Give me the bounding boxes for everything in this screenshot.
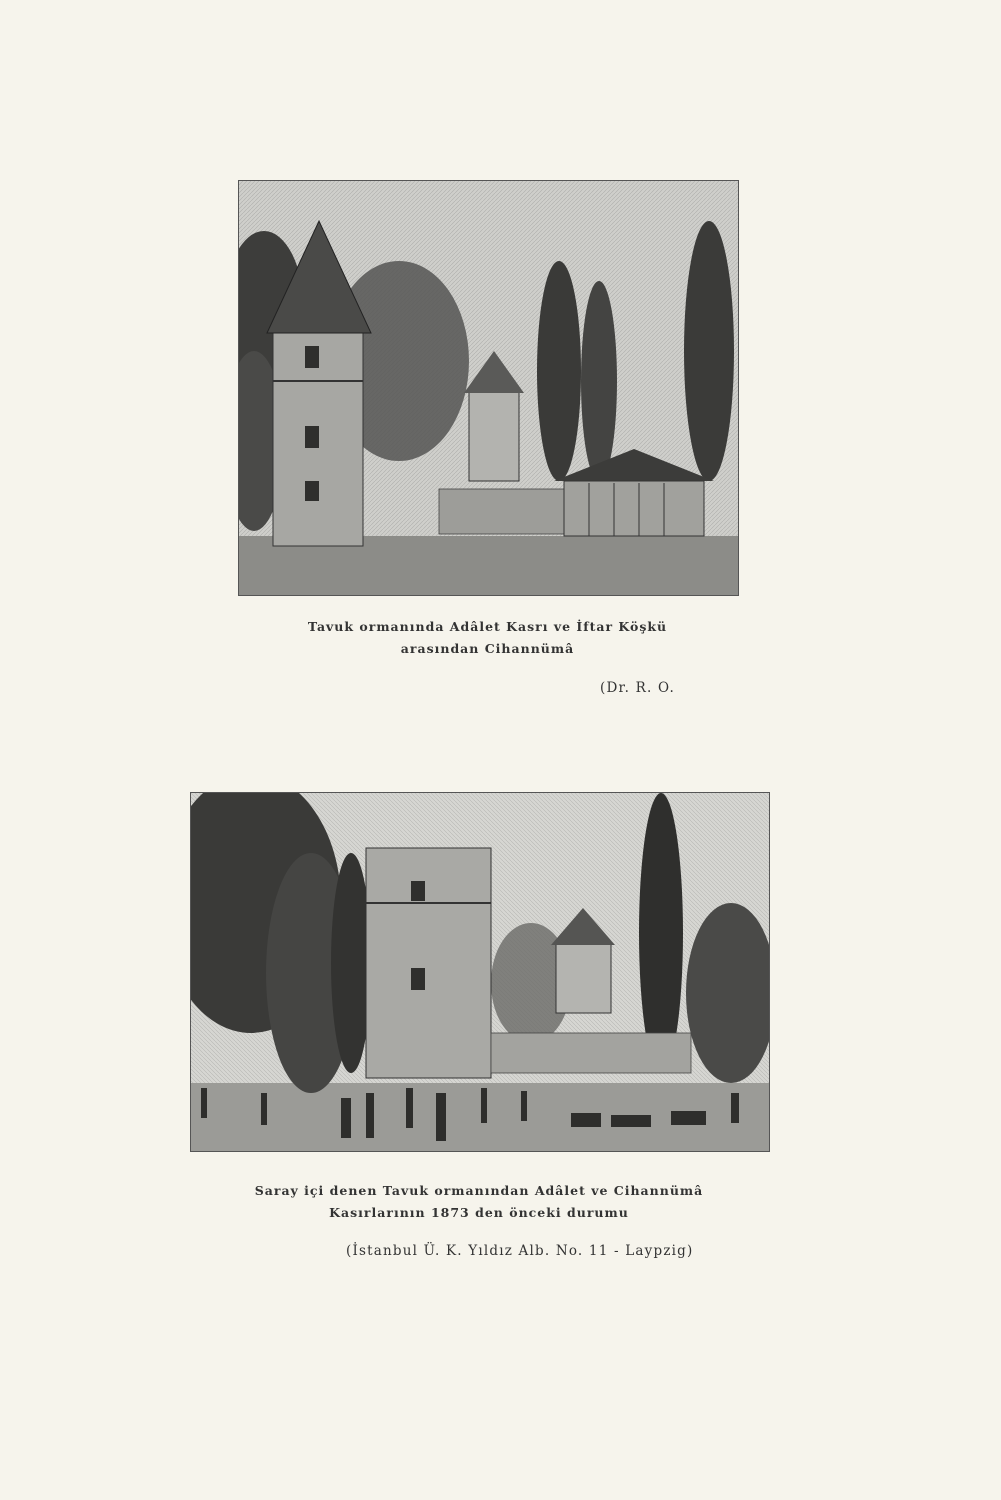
figure1-caption [238, 616, 737, 660]
figure1-credit: (Dr. R. O. [600, 680, 675, 696]
figure2-caption-line2: Kasırlarının 1873 den önceki durumu [329, 1205, 629, 1220]
engraving-adalet-kasri-iftar-kosku [238, 180, 739, 596]
figure1-caption-line1: Tavuk ormanında Adâlet Kasrı ve İftar Köşkü [307, 619, 668, 634]
figure2-credit: (İstanbul Ü. K. Yıldız Alb. No. 11 - Laypzig) [346, 1243, 694, 1259]
figure2-caption-line1: Saray içi denen Tavuk ormanından Adâlet ve Cihannümâ [254, 1183, 704, 1198]
engraving-adalet-cihannuma-1873 [190, 792, 770, 1152]
figure2-caption [190, 1180, 768, 1224]
figure1-caption-line2: arasından Cihannümâ [400, 641, 575, 656]
